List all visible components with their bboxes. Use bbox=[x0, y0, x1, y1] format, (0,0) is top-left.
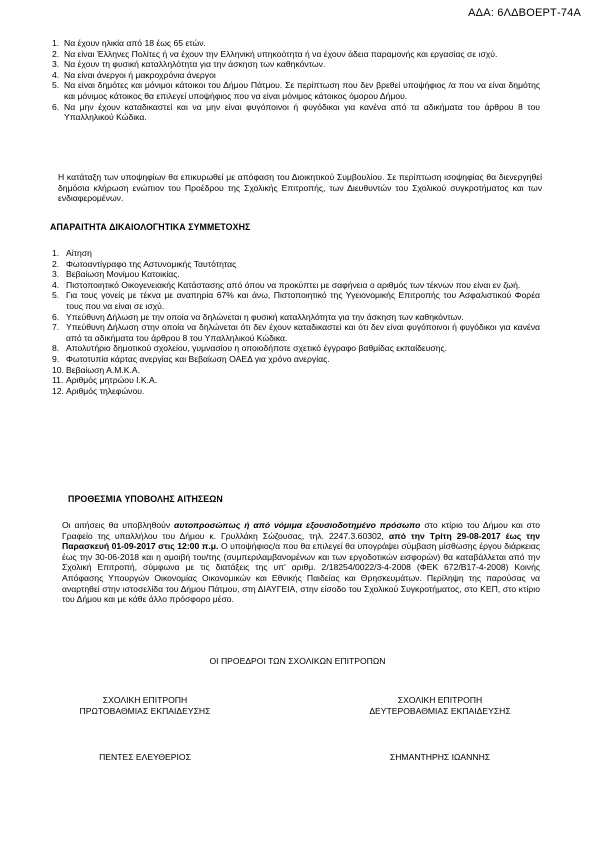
list-item-text: Να έχουν τη φυσική καταλληλότητα για την άσκηση των καθηκόντων. bbox=[64, 59, 326, 70]
list-item-text: Να είναι δημότες και μόνιμοι κάτοικοι του Δήμου Πάτμου. Σε περίπτωση που δεν βρεθεί υποψήφιος /α που να είναι δημότης και μόνιμος κάτοικος θα επιλεγεί υποψήφιος που να είναι μόνιμος κάτοικος όμορου Δήμου. bbox=[64, 80, 540, 101]
list-item-text: Αίτηση bbox=[66, 248, 92, 258]
list-item-text: Υπεύθυνη Δήλωση στην οποία να δηλώνεται ότι δεν έχουν καταδικαστεί και ότι δεν είναι φυγόποινοι ή φυγόδικοι για κανένα από τα αδικήματα του άρθρου 8 του Υπαλληλικού Κώδικα. bbox=[66, 322, 540, 343]
list-item bbox=[52, 259, 540, 270]
list-item-text: Να έχουν ηλικία από 18 έως 65 ετών. bbox=[64, 38, 206, 48]
signature-right-line1: ΣΧΟΛΙΚΗ ΕΠΙΤΡΟΠΗ bbox=[397, 695, 483, 705]
list-item-number: 1. bbox=[52, 38, 60, 48]
list-item-number: 1. bbox=[52, 248, 60, 258]
list-item-text: Για τους γονείς με τέκνα με αναπηρία 67% και άνω, Πιστοποιητικό της Υγειονομικής Επιτροπής του Ασφαλιστικού Φορέα τους που να είναι σε ισχύ. bbox=[66, 290, 540, 311]
list-item-text: Αριθμός μητρώου Ι.Κ.Α. bbox=[66, 375, 158, 386]
signature-left bbox=[40, 695, 250, 716]
list-item bbox=[52, 80, 540, 101]
list-item bbox=[52, 248, 540, 259]
list-item-number: 2. bbox=[52, 48, 60, 59]
deadline-text-1-bold: αυτοπροσώπως ή από νόμιμα εξουσιοδοτημένο πρόσωπο bbox=[174, 520, 421, 530]
list-item-number: 7. bbox=[52, 322, 60, 333]
list-item-number: 5. bbox=[52, 290, 60, 301]
list-item-number: 6. bbox=[52, 311, 60, 322]
signature-left-line2: ΠΡΩΤΟΒΑΘΜΙΑΣ ΕΚΠΑΙΔΕΥΣΗΣ bbox=[79, 705, 211, 716]
list-item-text: Να είναι άνεργοι ή μακροχρόνια άνεργοι bbox=[64, 69, 216, 80]
list-item bbox=[52, 59, 540, 70]
list-item-number: 11. bbox=[52, 375, 64, 386]
list-item-text: Βεβαίωση Μονίμου Κατοικίας. bbox=[66, 269, 180, 280]
list-item-text: Φωτοαντίγραφο της Αστυνομικής Ταυτότητας bbox=[66, 258, 237, 269]
deadline-text-3: Ο υποψήφιος/α που θα επιλεγεί θα υπογράψει σύμβαση μίσθωσης έργου διάρκειας έως την 30-06-2018 και η αμοιβή του/της (συμπεριλαμβανομένων και των εργοδοτικών εισφορών) θα καταβάλλεται από την Σχολική Επιτροπή, σύμφωνα με τις διατάξεις της υπ' αριθμ. 2/18254/0022/3-4-2008 (ΦΕΚ 672/Β17-4-2008) Κοινής Απόφασης Υπουργών Οικονομίας Οικονομικών και Εθνικής Παιδείας και Θρησκευμάτων. Περίληψη της παρούσας να αναρτηθεί στην ιστοσελίδα του Δήμου Πάτμου, στη ΔΙΑΥΓΕΙΑ, στην είσοδο του Σχολικού Συγκροτήματος, στο ΚΕΠ, στο κτίριο του Δήμου και με κάθε άλλο πρόσφορο μέσο. bbox=[62, 541, 540, 605]
signature-left-line1: ΣΧΟΛΙΚΗ ΕΠΙΤΡΟΠΗ bbox=[102, 695, 188, 705]
list-item-text: Απολυτήριο δημοτικού σχολείου, γυμνασίου η οποιοδήποτε σχετικό έγγραφο βαθμίδας εκπαίδευσης. bbox=[66, 343, 448, 354]
signature-left-name: ΠΕΝΤΕΣ ΕΛΕΥΘΕΡΙΟΣ bbox=[99, 752, 191, 762]
presidents-title: ΟΙ ΠΡΟΕΔΡΟΙ ΤΩΝ ΣΧΟΛΙΚΩΝ ΕΠΙΤΡΟΠΩΝ bbox=[209, 656, 386, 666]
list-item-number: 2. bbox=[52, 258, 60, 269]
documents-heading: ΑΠΑΡΑΙΤΗΤΑ ΔΙΚΑΙΟΛΟΓΗΤΙΚΑ ΣΥΜΜΕΤΟΧΗΣ bbox=[50, 222, 251, 232]
list-item-number: 12. bbox=[52, 385, 64, 396]
list-item-number: 4. bbox=[52, 279, 60, 290]
list-item-number: 10. bbox=[52, 364, 64, 375]
list-item bbox=[52, 102, 540, 123]
list-item-number: 4. bbox=[52, 69, 60, 80]
deadline-text-1: Οι αιτήσεις θα υποβληθούν bbox=[62, 520, 175, 530]
list-item bbox=[52, 70, 540, 81]
deadline-text-2: στο κτίριο του Δήμου και στο Γραφείο της υπαλλήλου του Δήμου κ. Γρυλλάκη Σώζουσας, τηλ. 2247.3.60302, bbox=[62, 520, 540, 541]
documents-list bbox=[52, 248, 540, 396]
signature-right-line2: ΔΕΥΤΕΡΟΒΑΘΜΙΑΣ ΕΚΠΑΙΔΕΥΣΗΣ bbox=[369, 705, 511, 716]
list-item bbox=[52, 343, 540, 354]
list-item bbox=[52, 354, 540, 365]
list-item-number: 5. bbox=[52, 80, 60, 91]
criteria-list bbox=[52, 38, 540, 123]
list-item-number: 3. bbox=[52, 59, 60, 70]
list-item bbox=[52, 322, 540, 343]
list-item bbox=[52, 38, 540, 49]
list-item bbox=[52, 280, 540, 291]
ada-code: ΑΔΑ: 6ΛΔΒΟΕΡΤ-74Α bbox=[468, 7, 581, 19]
list-item-text: Φωτοτυπία κάρτας ανεργίας και Βεβαίωση ΟΑΕΔ για χρόνο ανεργίας. bbox=[66, 353, 330, 364]
list-item bbox=[52, 269, 540, 280]
list-item-text: Πιστοποιητικό Οικογενειακής Κατάστασης από όπου να προκύπτει με σαφήνεια ο αριθμός των τέκνων που είναι εν ζωή. bbox=[66, 279, 521, 290]
signature-right bbox=[330, 695, 550, 716]
list-item-number: 3. bbox=[52, 269, 60, 280]
ranking-paragraph: Η κατάταξη των υποψηφίων θα επικυρωθεί με απόφαση του Διοικητικού Συμβουλίου. Σε περίπτωση ισοψηφίας θα διενεργηθεί δημόσια κλήρωση ενώπιον του Προέδρου της Σχολικής Επιτροπής, των Διευθυντών του Σχολικού συγκροτήματος και των ενδιαφερομένων. bbox=[58, 172, 542, 204]
list-item-text: Βεβαίωση Α.Μ.Κ.Α. bbox=[66, 364, 140, 375]
list-item-text: Υπεύθυνη Δήλωση με την οποία να δηλώνεται η φυσική καταλληλότητα για την άσκηση των καθηκόντων. bbox=[66, 311, 464, 322]
list-item-text: Να είναι Έλληνες Πολίτες ή να έχουν την Ελληνική υπηκοότητα ή να έχουν άδεια παραμονής και εργασίας σε ισχύ. bbox=[64, 48, 498, 59]
list-item-text: Αριθμός τηλεφώνου. bbox=[66, 385, 145, 396]
list-item-text: Να μην έχουν καταδικαστεί και να μην είναι φυγόποινοι ή φυγόδικοι για κανένα από τα αδικήματα του άρθρου 8 του Υπαλληλικού Κώδικα. bbox=[64, 101, 540, 123]
deadline-text-2-bold: από την Τρίτη 29-08-2017 έως την Παρασκευή 01-09-2017 στις 12:00 π.μ. bbox=[62, 530, 540, 552]
list-item-number: 8. bbox=[52, 343, 60, 354]
deadline-heading: ΠΡΟΘΕΣΜΙΑ ΥΠΟΒΟΛΗΣ ΑΙΤΗΣΕΩΝ bbox=[68, 494, 223, 504]
list-item bbox=[52, 365, 540, 376]
list-item-number: 6. bbox=[52, 101, 60, 112]
signature-right-name: ΣΗΜΑΝΤΗΡΗΣ ΙΩΑΝΝΗΣ bbox=[389, 752, 491, 762]
list-item bbox=[52, 49, 540, 60]
deadline-paragraph bbox=[62, 520, 540, 605]
list-item bbox=[52, 386, 540, 397]
list-item bbox=[52, 290, 540, 311]
list-item bbox=[52, 375, 540, 386]
list-item bbox=[52, 312, 540, 323]
list-item-number: 9. bbox=[52, 353, 60, 364]
